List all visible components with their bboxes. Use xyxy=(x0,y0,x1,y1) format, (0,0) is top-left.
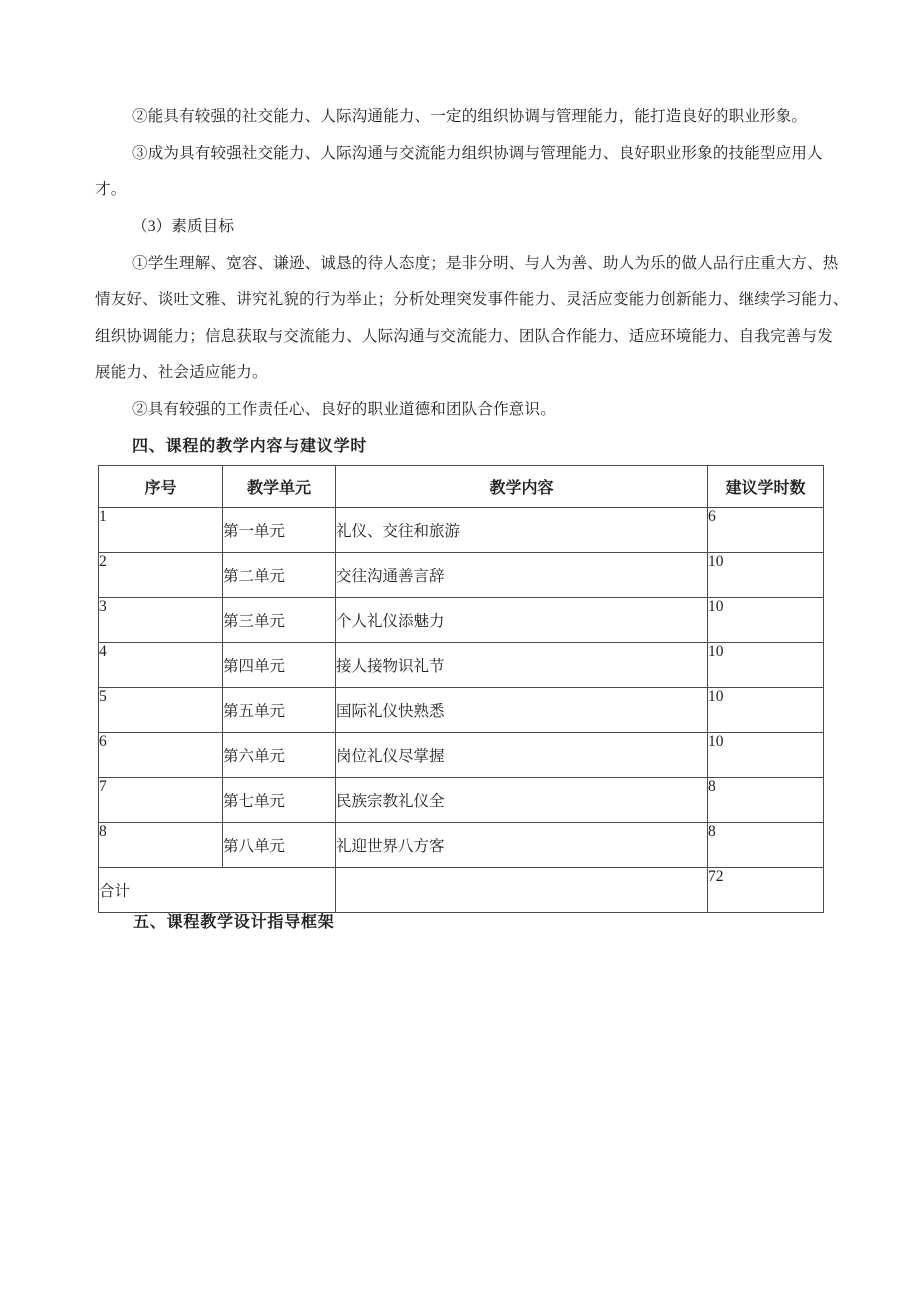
cell-unit: 第四单元 xyxy=(223,643,336,688)
paragraph-line: 情友好、谈吐文雅、讲究礼貌的行为举止；分析处理突发事件能力、灵活应变能力创新能力、继续学习能力、 xyxy=(95,291,849,309)
cell-hours: 8 xyxy=(708,778,824,823)
cell-seq: 3 xyxy=(99,598,223,643)
cell-content: 个人礼仪添魅力 xyxy=(336,598,708,643)
table-total-row xyxy=(99,868,824,913)
table-header-content: 教学内容 xyxy=(336,466,708,508)
paragraph-line: ②能具有较强的社交能力、人际沟通能力、一定的组织协调与管理能力，能打造良好的职业形象。 xyxy=(132,108,808,125)
cell-seq: 5 xyxy=(99,688,223,733)
table-header-seq: 序号 xyxy=(99,466,223,508)
cell-total-label: 合计 xyxy=(99,868,336,913)
document-body-text xyxy=(95,99,849,465)
table-row xyxy=(99,598,824,643)
table-header-row xyxy=(99,466,824,508)
table-row xyxy=(99,778,824,823)
cell-content: 礼迎世界八方客 xyxy=(336,823,708,868)
table-row xyxy=(99,643,824,688)
cell-seq: 2 xyxy=(99,553,223,598)
cell-hours: 10 xyxy=(708,553,824,598)
cell-unit: 第六单元 xyxy=(223,733,336,778)
cell-unit: 第五单元 xyxy=(223,688,336,733)
cell-unit: 第八单元 xyxy=(223,823,336,868)
paragraph-line: ③成为具有较强社交能力、人际沟通与交流能力组织协调与管理能力、良好职业形象的技能型应用人 xyxy=(132,144,823,162)
paragraph-line: 组织协调能力；信息获取与交流能力、人际沟通与交流能力、团队合作能力、适应环境能力、自我完善与发 xyxy=(95,327,833,345)
cell-hours: 10 xyxy=(708,643,824,688)
cell-seq: 7 xyxy=(99,778,223,823)
cell-content: 岗位礼仪尽掌握 xyxy=(336,733,708,778)
table-header-hours: 建议学时数 xyxy=(708,466,824,508)
paragraph-line: 才。 xyxy=(95,181,127,199)
cell-content: 接人接物识礼节 xyxy=(336,643,708,688)
table-row xyxy=(99,823,824,868)
cell-hours: 10 xyxy=(708,688,824,733)
cell-hours: 6 xyxy=(708,508,824,553)
cell-hours: 10 xyxy=(708,598,824,643)
table-row xyxy=(99,508,824,553)
cell-total-empty xyxy=(336,868,708,913)
cell-seq: 8 xyxy=(99,823,223,868)
table-header-unit: 教学单元 xyxy=(223,466,336,508)
cell-content: 交往沟通善言辞 xyxy=(336,553,708,598)
cell-content: 国际礼仪快熟悉 xyxy=(336,688,708,733)
paragraph-line-quality-goal-subheading: （3）素质目标 xyxy=(132,217,235,235)
paragraph-line: ①学生理解、宽容、谦逊、诚恳的待人态度；是非分明、与人为善、助人为乐的做人品行庄重大方、热 xyxy=(132,254,839,272)
cell-total-hours: 72 xyxy=(708,868,824,913)
cell-unit: 第一单元 xyxy=(223,508,336,553)
cell-content: 礼仪、交往和旅游 xyxy=(336,508,708,553)
cell-seq: 4 xyxy=(99,643,223,688)
cell-seq: 6 xyxy=(99,733,223,778)
teaching-units-table xyxy=(98,465,824,913)
table-row xyxy=(99,733,824,778)
cell-content: 民族宗教礼仪全 xyxy=(336,778,708,823)
table-row xyxy=(99,553,824,598)
cell-unit: 第二单元 xyxy=(223,553,336,598)
cell-hours: 10 xyxy=(708,733,824,778)
paragraph-line: 展能力、社会适应能力。 xyxy=(95,364,268,382)
table-row xyxy=(99,688,824,733)
cell-hours: 8 xyxy=(708,823,824,868)
paragraph-line: ②具有较强的工作责任心、良好的职业道德和团队合作意识。 xyxy=(132,401,556,419)
section-5-heading: 五、课程教学设计指导框架 xyxy=(133,914,335,931)
cell-unit: 第三单元 xyxy=(223,598,336,643)
cell-unit: 第七单元 xyxy=(223,778,336,823)
cell-seq: 1 xyxy=(99,508,223,553)
section-4-heading: 四、课程的教学内容与建议学时 xyxy=(132,437,368,455)
